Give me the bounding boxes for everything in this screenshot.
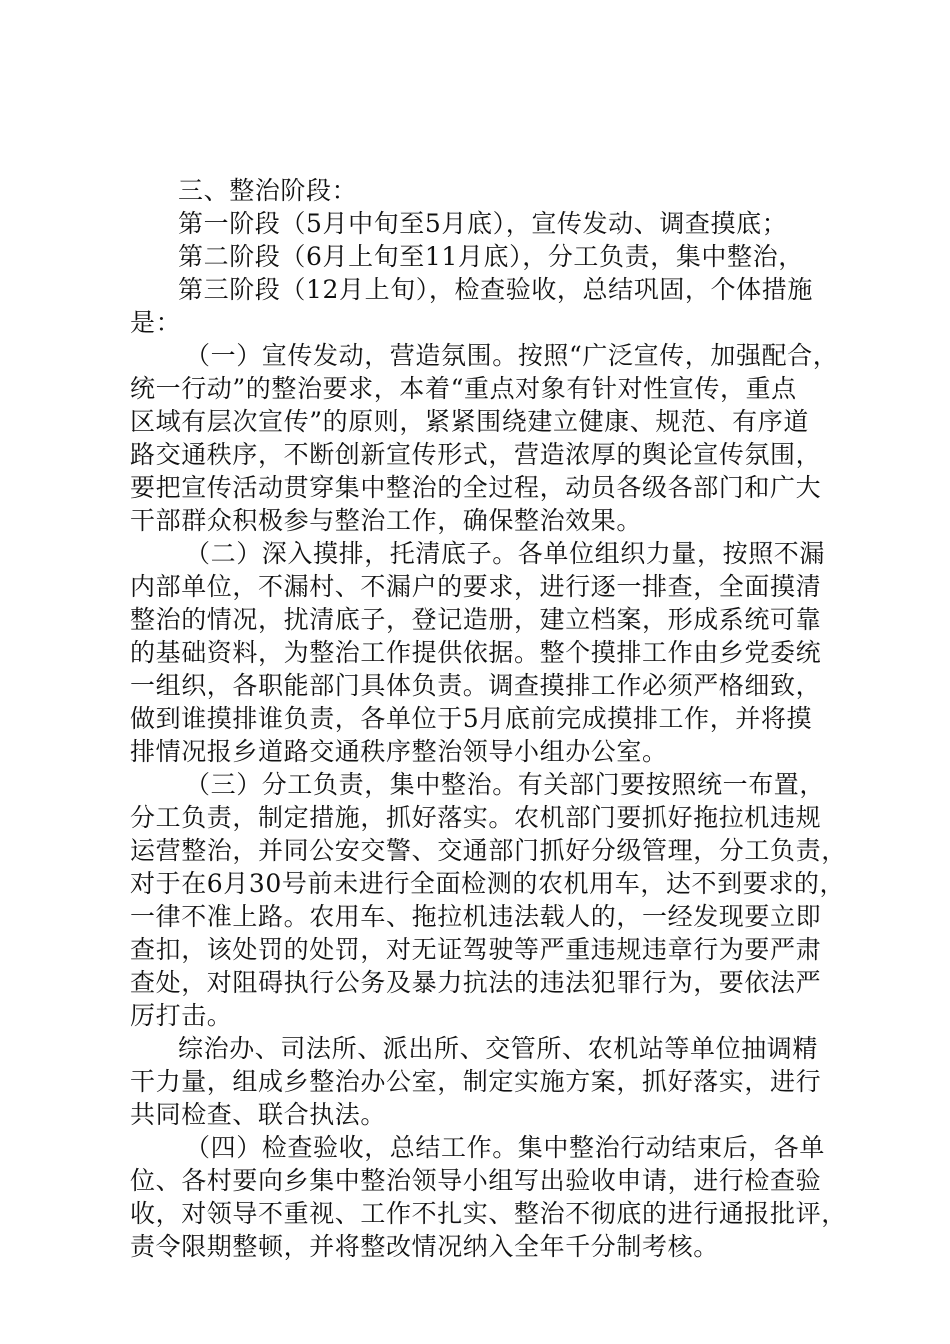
paragraph-line: 做到谁摸排谁负责，各单位于5月底前完成摸排工作，并将摸 bbox=[130, 704, 813, 733]
paragraph-line: 对于在6月30号前未进行全面检测的农机用车，达不到要求的， bbox=[130, 869, 846, 898]
paragraph-line: 排情况报乡道路交通秩序整治领导小组办公室。 bbox=[130, 737, 668, 766]
paragraph-line: 整治的情况，扰清底子，登记造册，建立档案，形成系统可靠 bbox=[130, 605, 822, 634]
paragraph-line: （二）深入摸排，托清底子。各单位组织力量，按照不漏 bbox=[185, 539, 826, 568]
paragraph-line: 内部单位，不漏村、不漏户的要求，进行逐一排查，全面摸清 bbox=[130, 572, 822, 601]
section-heading: 三、整治阶段： bbox=[178, 176, 358, 205]
paragraph-line: 位、各村要向乡集中整治领导小组写出验收申请，进行检查验 bbox=[130, 1166, 822, 1195]
paragraph-line: 分工负责，制定措施，抓好落实。农机部门要抓好拖拉机违规 bbox=[130, 803, 822, 832]
paragraph-line: 综治办、司法所、派出所、交管所、农机站等单位抽调精 bbox=[178, 1034, 819, 1063]
paragraph-line: 一组织，各职能部门具体负责。调查摸排工作必须严格细致， bbox=[130, 671, 822, 700]
paragraph-line: 运营整治，并同公安交警、交通部门抓好分级管理，分工负责， bbox=[130, 836, 847, 865]
paragraph-line: 区域有层次宣传”的原则，紧紧围绕建立健康、规范、有序道 bbox=[130, 407, 809, 436]
paragraph-line: 干力量，组成乡整治办公室，制定实施方案，抓好落实，进行 bbox=[130, 1067, 822, 1096]
paragraph-line: 查处，对阻碍执行公务及暴力抗法的违法犯罪行为，要依法严 bbox=[130, 968, 822, 997]
paragraph-line: 厉打击。 bbox=[130, 1001, 233, 1030]
document-page bbox=[130, 174, 847, 1263]
paragraph-line: 的基础资料，为整治工作提供依据。整个摸排工作由乡党委统 bbox=[130, 638, 822, 667]
paragraph-line: 一律不准上路。农用车、拖拉机违法载人的，一经发现要立即 bbox=[130, 902, 822, 931]
paragraph-line: 查扣，该处罚的处罚，对无证驾驶等严重违规违章行为要严肃 bbox=[130, 935, 822, 964]
stage-line: 第三阶段（12月上旬），检查验收，总结巩固，个体措施 bbox=[178, 275, 813, 304]
stage-line: 第一阶段（5月中旬至5月底），宣传发动、调查摸底； bbox=[178, 209, 788, 238]
paragraph-line: 路交通秩序，不断创新宣传形式，营造浓厚的舆论宣传氛围， bbox=[130, 440, 822, 469]
paragraph-line: （四）检查验收，总结工作。集中整治行动结束后，各单 bbox=[185, 1133, 826, 1162]
paragraph-line: 统一行动”的整治要求，本着“重点对象有针对性宣传，重点 bbox=[130, 374, 797, 403]
paragraph-line: （三）分工负责，集中整治。有关部门要按照统一布置， bbox=[185, 770, 826, 799]
stage-line: 第二阶段（6月上旬至11月底），分工负责，集中整治， bbox=[178, 242, 804, 271]
paragraph-line: 干部群众积极参与整治工作，确保整治效果。 bbox=[130, 506, 643, 535]
paragraph-line: 要把宣传活动贯穿集中整治的全过程，动员各级各部门和广大 bbox=[130, 473, 822, 502]
paragraph-line: 收，对领导不重视、工作不扎实、整治不彻底的进行通报批评， bbox=[130, 1199, 847, 1228]
paragraph-line: 责令限期整顿，并将整改情况纳入全年千分制考核。 bbox=[130, 1232, 719, 1261]
paragraph-line: （一）宣传发动，营造氛围。按照“广泛宣传，加强配合， bbox=[185, 341, 839, 370]
paragraph-line: 共同检查、联合执法。 bbox=[130, 1100, 387, 1129]
stage-line-tail: 是： bbox=[130, 308, 182, 337]
